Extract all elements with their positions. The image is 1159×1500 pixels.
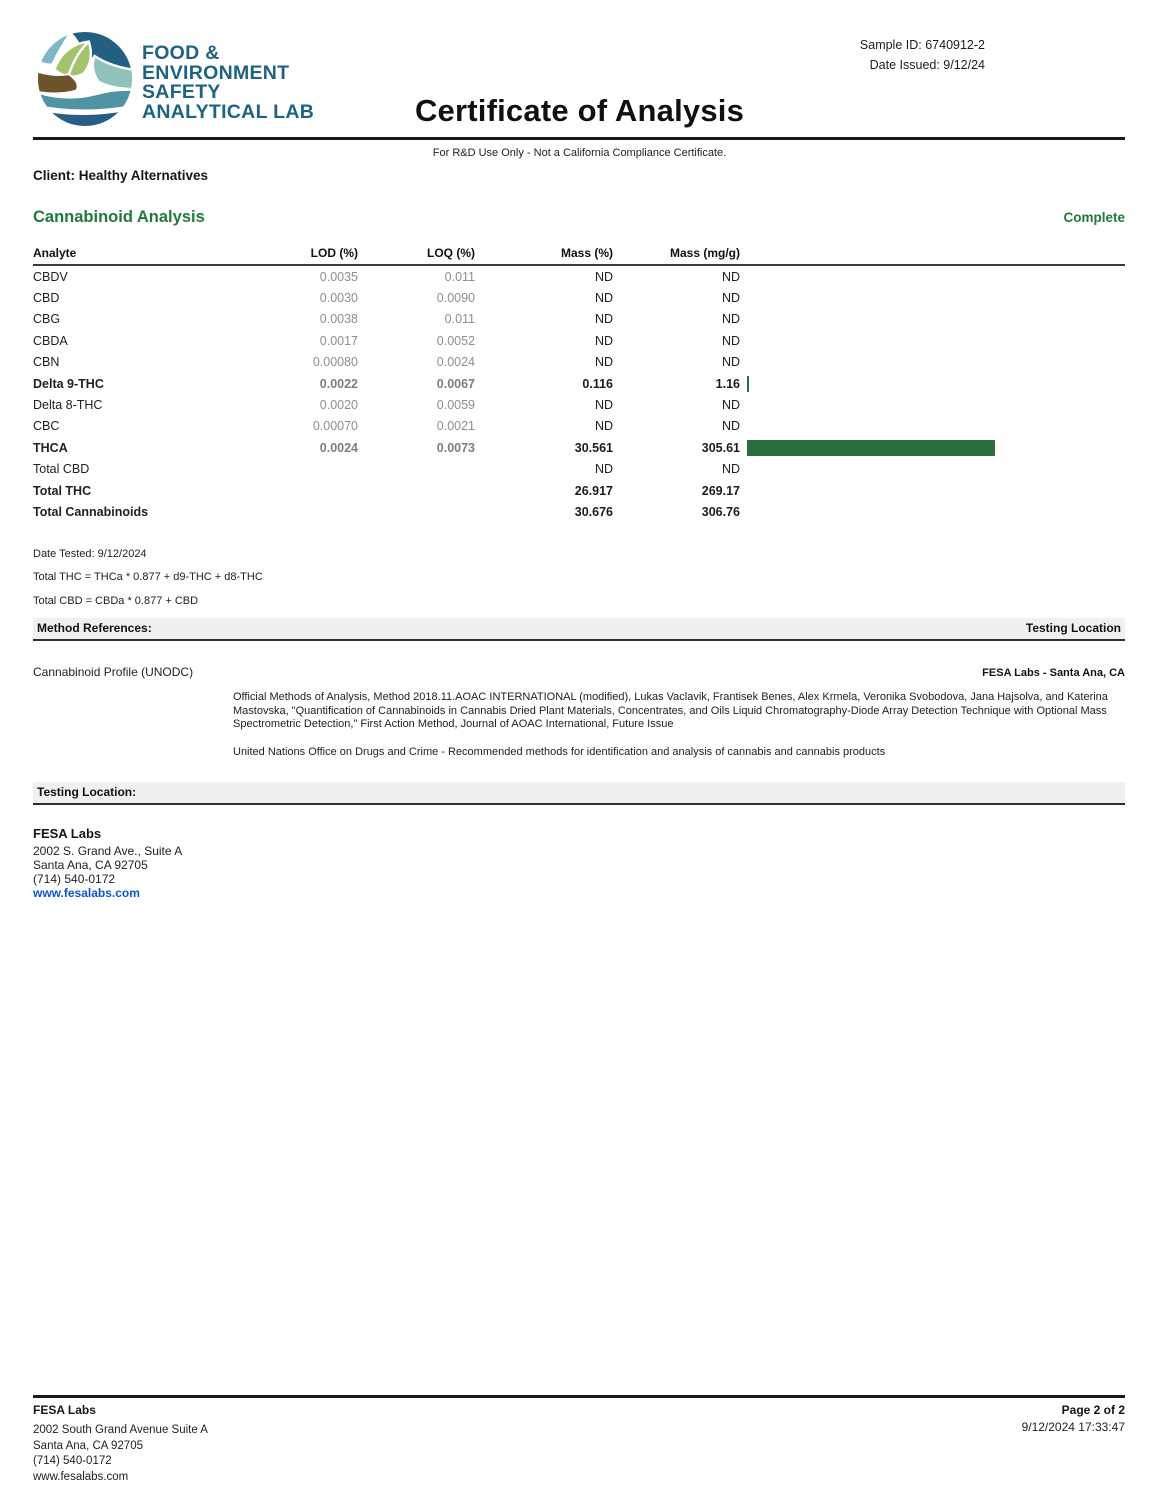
sample-id: Sample ID: 6740912-2: [859, 38, 985, 52]
mass-bar-cell: [740, 440, 1125, 456]
lab-name: FESA Labs: [33, 825, 102, 841]
analysis-notes: [33, 548, 1125, 607]
compliance-disclaimer: For R&D Use Only - Not a California Compliance Certificate.: [432, 147, 727, 159]
col-lod: LOD (%): [310, 245, 358, 260]
table-body: [33, 266, 1125, 523]
lod-cell: 0.0024: [319, 440, 358, 455]
table-row-thca: [33, 437, 1125, 458]
lab-address-block: [33, 827, 1125, 901]
page-title: Certificate of Analysis: [414, 93, 745, 128]
page-footer: [33, 1395, 1125, 1485]
mass-mgg-cell: ND: [721, 291, 740, 306]
table-row-delta-9-thc: [33, 373, 1125, 394]
loq-cell: 0.0090: [436, 291, 475, 306]
mass-bar-cell: [740, 397, 1125, 413]
mass-bar: [747, 376, 749, 392]
footer-address-line-1: 2002 South Grand Avenue Suite A: [33, 1424, 208, 1436]
page-number: Page 2 of 2: [1061, 1403, 1125, 1417]
table-header-row: [33, 243, 1125, 266]
table-row-total-cbd: [33, 459, 1125, 480]
mass-pct-cell: ND: [594, 269, 613, 284]
print-timestamp: 9/12/2024 17:33:47: [1021, 1420, 1125, 1434]
analyte-cell: CBD: [33, 291, 60, 306]
mass-mgg-cell: 306.76: [701, 504, 740, 519]
mass-pct-cell: 30.676: [574, 504, 613, 519]
mass-bar-cell: [740, 290, 1125, 306]
logo-line-3: SAFETY: [142, 81, 221, 103]
lod-cell: 0.0038: [319, 312, 358, 327]
analyte-cell: Delta 9-THC: [33, 376, 104, 391]
loq-cell: 0.011: [444, 269, 475, 284]
mass-pct-cell: ND: [594, 312, 613, 327]
analyte-cell: Total CBD: [33, 462, 90, 477]
table-row-cbda: [33, 330, 1125, 351]
loq-cell: 0.0059: [436, 398, 475, 413]
analyte-cell: CBN: [33, 355, 60, 370]
analyte-cell: Delta 8-THC: [33, 398, 103, 413]
analyte-cell: Total Cannabinoids: [33, 504, 149, 519]
analyte-cell: CBDV: [33, 269, 68, 284]
mass-pct-cell: ND: [594, 462, 613, 477]
cannabinoid-table: [33, 243, 1125, 523]
analyte-cell: CBG: [33, 312, 61, 327]
logo-line-4: ANALYTICAL LAB: [142, 100, 315, 123]
table-row-cbc: [33, 416, 1125, 437]
mass-bar-cell: [740, 354, 1125, 370]
mass-pct-cell: ND: [594, 291, 613, 306]
lab-website-link[interactable]: www.fesalabs.com: [33, 886, 140, 901]
col-loq: LOQ (%): [427, 245, 475, 260]
total-cbd-formula: Total CBD = CBDa * 0.877 + CBD: [33, 594, 199, 607]
footer-page-block: [1022, 1403, 1125, 1485]
mass-pct-cell: 30.561: [574, 440, 613, 455]
method-references-bar: [33, 618, 1125, 641]
date-tested-note: Date Tested: 9/12/2024: [33, 547, 147, 560]
method-references-label: Method References:: [37, 621, 152, 636]
loq-cell: 0.0052: [436, 333, 475, 348]
lod-cell: 0.00070: [312, 419, 358, 434]
analysis-section-header: [33, 208, 1125, 227]
lab-address-line-1: 2002 S. Grand Ave., Suite A: [33, 843, 183, 858]
mass-mgg-cell: ND: [721, 355, 740, 370]
footer-lab-name: FESA Labs: [33, 1403, 96, 1417]
sample-info: [860, 35, 985, 75]
mass-bar-cell: [740, 418, 1125, 434]
mass-bar-cell: [740, 461, 1125, 477]
lod-cell: 0.0017: [319, 333, 358, 348]
analysis-title: Cannabinoid Analysis: [33, 208, 205, 226]
analyte-cell: Total THC: [33, 483, 92, 498]
header-divider: [33, 137, 1125, 140]
mass-pct-cell: ND: [594, 398, 613, 413]
mass-pct-cell: ND: [594, 355, 613, 370]
mass-mgg-cell: ND: [721, 269, 740, 284]
method-name: Cannabinoid Profile (UNODC): [33, 665, 194, 680]
mass-mgg-cell: ND: [721, 419, 740, 434]
mass-pct-cell: 26.917: [574, 483, 613, 498]
testing-location-label: Testing Location:: [37, 784, 137, 799]
header: [0, 0, 1159, 137]
date-issued: Date Issued: 9/12/24: [869, 58, 985, 72]
table-row-cbn: [33, 352, 1125, 373]
total-thc-formula: Total THC = THCa * 0.877 + d9-THC + d8-THC: [33, 571, 263, 584]
mass-pct-cell: ND: [594, 419, 613, 434]
loq-cell: 0.0021: [436, 419, 475, 434]
footer-address-block: [33, 1403, 208, 1485]
table-row-total-thc: [33, 480, 1125, 501]
method-reference-text: [33, 691, 1125, 759]
reference-paragraph-1: Official Methods of Analysis, Method 2018.11.AOAC INTERNATIONAL (modified), Lukas Vaclavik, Frantisek Benes, Alex Krmela, Veronika Svobodova, Jana Hajsolva, and Katerina Mastovska, "Quantification of Cannabinoids in Cannabis Dried Plant Materials, Concentrates, and Oils Liquid Chromatography-Diode Array Detection Technique with Optional Mass Spectrometric Detection," First Action Method, Journal of AOAC International, Future Issue: [233, 691, 1108, 731]
mass-mgg-cell: ND: [721, 333, 740, 348]
mass-pct-cell: 0.116: [582, 376, 613, 391]
mass-pct-cell: ND: [594, 333, 613, 348]
col-analyte: Analyte: [33, 245, 77, 260]
col-mass-pct: Mass (%): [560, 245, 613, 260]
mass-bar-cell: [740, 483, 1125, 499]
logo-line-1: FOOD &: [142, 42, 220, 64]
testing-location-column-label: Testing Location: [1025, 621, 1121, 636]
table-row-cbg: [33, 309, 1125, 330]
lod-cell: 0.0022: [319, 376, 358, 391]
loq-cell: 0.0067: [436, 376, 475, 391]
mass-bar: [747, 440, 995, 456]
footer-phone: (714) 540-0172: [33, 1455, 112, 1467]
method-row: [33, 665, 1125, 679]
footer-website: www.fesalabs.com: [33, 1470, 129, 1483]
lod-cell: 0.0035: [319, 269, 358, 284]
lab-address-line-2: Santa Ana, CA 92705: [33, 857, 148, 872]
mass-bar-cell: [740, 311, 1125, 327]
col-mass-mgg: Mass (mg/g): [669, 245, 740, 260]
mass-mgg-cell: ND: [721, 462, 740, 477]
mass-bar-cell: [740, 333, 1125, 349]
lod-cell: 0.0030: [319, 291, 358, 306]
mass-bar-cell: [740, 376, 1125, 392]
reference-paragraph-2: United Nations Office on Drugs and Crime - Recommended methods for identification and analysis of cannabis and cannabis products: [233, 745, 886, 758]
footer-address-line-2: Santa Ana, CA 92705: [33, 1439, 143, 1452]
table-row-cbd: [33, 287, 1125, 308]
method-location: FESA Labs - Santa Ana, CA: [982, 667, 1125, 680]
client-line: Client: Healthy Alternatives: [33, 168, 209, 183]
table-row-cbdv: [33, 266, 1125, 287]
testing-location-bar: [33, 782, 1125, 805]
status-badge: Complete: [1063, 210, 1125, 225]
loq-cell: 0.011: [444, 312, 475, 327]
analyte-cell: CBC: [33, 419, 60, 434]
logo-line-2: ENVIRONMENT: [142, 61, 290, 84]
loq-cell: 0.0073: [436, 440, 475, 455]
mass-mgg-cell: 305.61: [701, 440, 740, 455]
mass-mgg-cell: 1.16: [715, 376, 740, 391]
mass-bar-cell: [740, 269, 1125, 285]
mass-mgg-cell: ND: [721, 398, 740, 413]
mass-bar-cell: [740, 504, 1125, 520]
table-row-delta-8-thc: [33, 394, 1125, 415]
analyte-cell: THCA: [33, 440, 68, 455]
table-row-total-cannabinoids: [33, 501, 1125, 522]
mass-mgg-cell: ND: [721, 312, 740, 327]
mass-mgg-cell: 269.17: [701, 483, 740, 498]
lod-cell: 0.0020: [319, 398, 358, 413]
lod-cell: 0.00080: [312, 355, 358, 370]
lab-phone: (714) 540-0172: [33, 872, 116, 887]
analyte-cell: CBDA: [33, 333, 68, 348]
loq-cell: 0.0024: [436, 355, 475, 370]
